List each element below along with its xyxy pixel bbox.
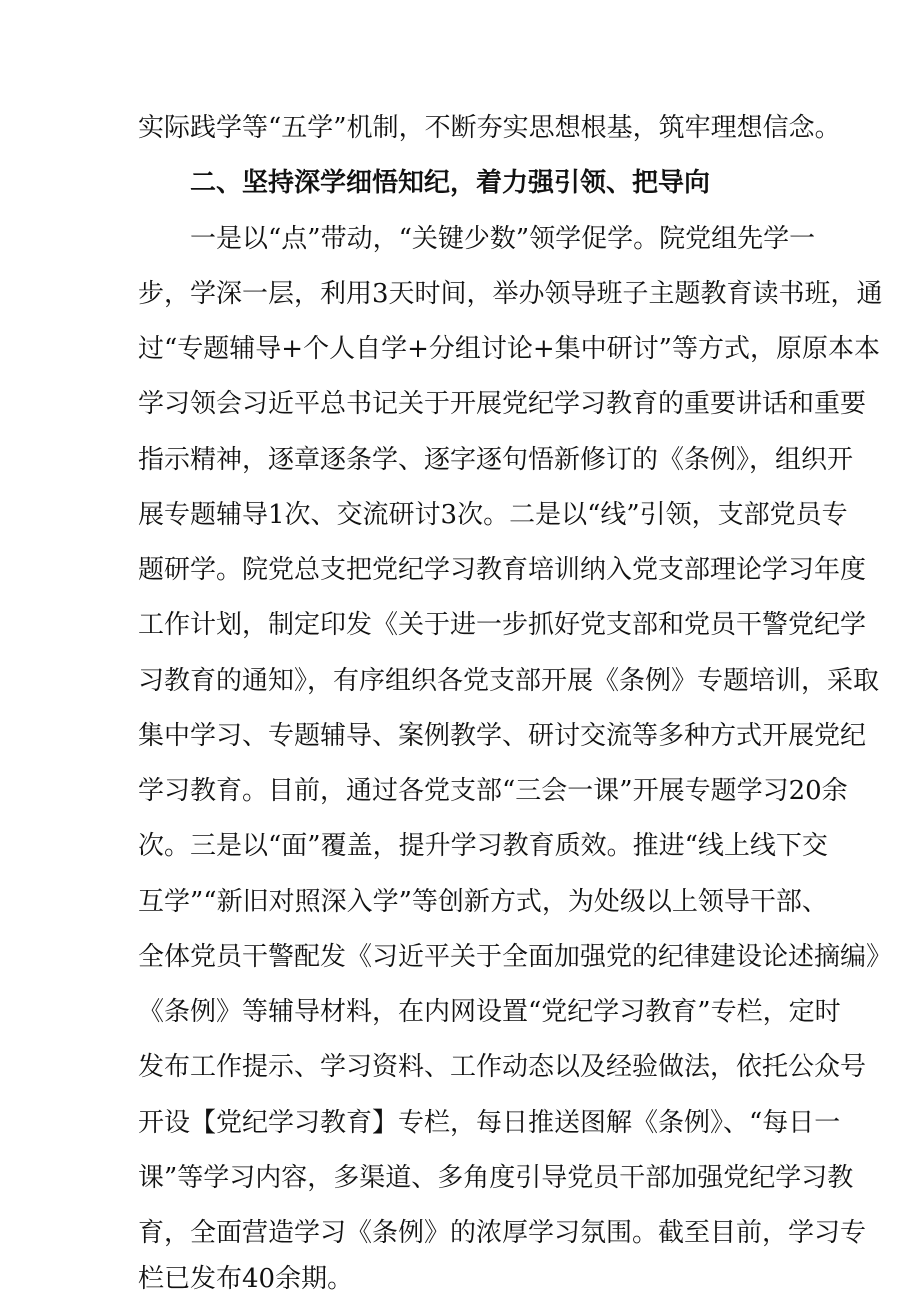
paragraph-line-8: 题研学。院党总支把党纪学习教育培训纳入党支部理论学习年度	[138, 555, 867, 585]
paragraph-line-15: 全体党员干警配发《习近平关于全面加强党的纪律建设论述摘编》	[138, 942, 893, 972]
paragraph-line-12: 学习教育。目前，通过各党支部“三会一课”开展专题学习20余	[138, 776, 848, 806]
paragraph-line-16: 《条例》等辅导材料，在内网设置“党纪学习教育”专栏，定时	[138, 997, 841, 1027]
paragraph-line-11: 集中学习、专题辅导、案例教学、研讨交流等多种方式开展党纪	[138, 721, 867, 751]
paragraph-line-2: 一是以“点”带动，“关键少数”领学促学。院党组先学一	[190, 224, 816, 254]
paragraph-line-10: 习教育的通知》，有序组织各党支部开展《条例》专题培训，采取	[138, 666, 880, 696]
paragraph-line-3: 步，学深一层，利用3天时间，举办领导班子主题教育读书班，通	[138, 279, 883, 309]
paragraph-line-5: 学习领会习近平总书记关于开展党纪学习教育的重要讲话和重要	[138, 389, 867, 419]
paragraph-line-7: 展专题辅导1次、交流研讨3次。二是以“线”引领，支部党员专	[138, 500, 848, 530]
paragraph-line-21: 栏已发布40余期。	[138, 1264, 354, 1294]
paragraph-line-9: 工作计划，制定印发《关于进一步抓好党支部和党员干警党纪学	[138, 610, 867, 640]
section-heading: 二、坚持深学细悟知纪，着力强引领、把导向	[190, 168, 711, 198]
paragraph-line-13: 次。三是以“面”覆盖，提升学习教育质效。推进“线上线下交	[138, 831, 828, 861]
paragraph-line-14: 互学”“新旧对照深入学”等创新方式，为处级以上领导干部、	[138, 887, 828, 917]
paragraph-line-4: 过“专题辅导+个人自学+分组讨论+集中研讨”等方式，原原本本	[138, 334, 880, 364]
paragraph-line-1: 实际践学等“五学”机制，不断夯实思想根基，筑牢理想信念。	[138, 113, 841, 143]
paragraph-line-17: 发布工作提示、学习资料、工作动态以及经验做法，依托公众号	[138, 1052, 867, 1082]
paragraph-line-19: 课”等学习内容，多渠道、多角度引导党员干部加强党纪学习教	[138, 1163, 854, 1193]
paragraph-line-18: 开设【党纪学习教育】专栏，每日推送图解《条例》、“每日一	[138, 1108, 841, 1138]
paragraph-line-20: 育，全面营造学习《条例》的浓厚学习氛围。截至目前，学习专	[138, 1218, 867, 1248]
paragraph-line-6: 指示精神，逐章逐条学、逐字逐句悟新修订的《条例》，组织开	[138, 445, 854, 475]
